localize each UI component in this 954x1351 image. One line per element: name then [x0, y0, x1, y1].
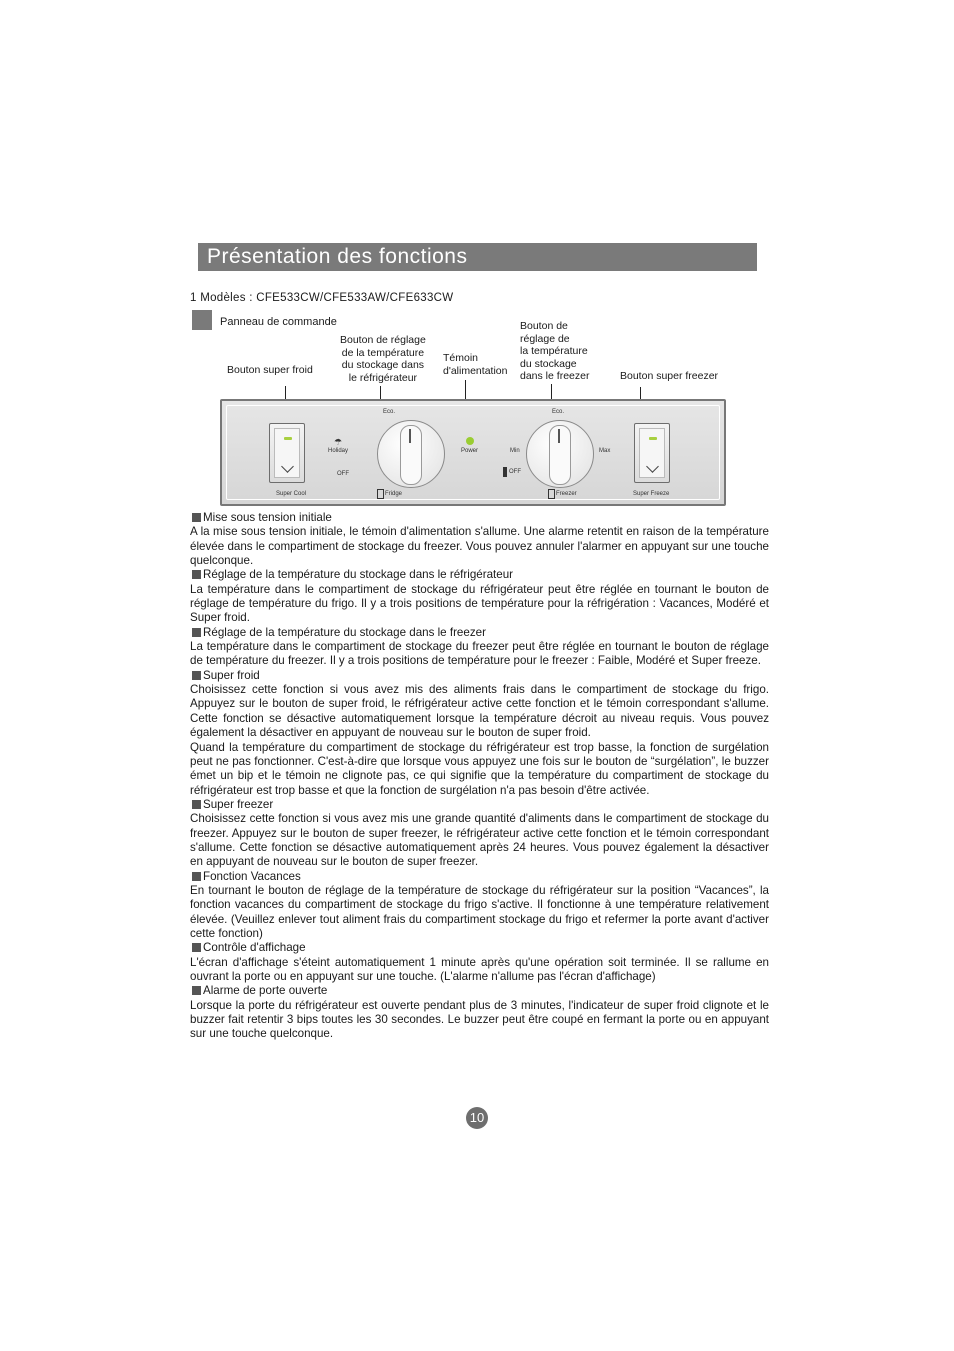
section-heading: Réglage de la température du stockage dans le réfrigérateur	[190, 568, 769, 582]
callout-line: Bouton de réglage	[340, 334, 426, 346]
section-marker	[192, 310, 212, 330]
section-heading: Fonction Vacances	[190, 870, 769, 884]
knob-pointer	[409, 429, 411, 443]
knob-pointer	[558, 429, 560, 443]
callout-line: Témoin	[443, 352, 479, 364]
callout-fridge-knob	[340, 334, 426, 384]
section-heading: Mise sous tension initiale	[190, 511, 769, 525]
section-heading: Super freezer	[190, 798, 769, 812]
chevron-down-icon	[281, 460, 294, 473]
section-paragraph: La température dans le compartiment de stockage du réfrigérateur peut être réglée en tournant le bouton de réglage de température du frigo. Il y a trois positions de température pour la réfrigération : Vacances, Modéré et Super froid.	[190, 582, 769, 625]
callout-line: Bouton de	[520, 320, 568, 332]
section-paragraph: Lorsque la porte du réfrigérateur est ouverte pendant plus de 3 minutes, l'indicateur de super froid clignote et le buzzer fait retentir 3 bips toutes les 30 secondes. Le buzzer peut être coupé en fermant la porte ou en appuyant sur une touche quelconque.	[190, 998, 769, 1041]
section-paragraph: A la mise sous tension initiale, le témoin d'alimentation s'allume. Une alarme retentit en raison de la température élevée dans le compartiment de stockage du freezer. Vous pouvez annuler l'alarmer en appuyant sur une touche quelconque.	[190, 525, 769, 568]
freezer-icon	[548, 489, 555, 499]
callout-super-freezer: Bouton super freezer	[620, 370, 719, 382]
chevron-down-icon	[646, 460, 659, 473]
callout-line: réglage de	[520, 332, 570, 345]
section-paragraph: L'écran d'affichage s'éteint automatiquement 1 minute après qu'une opération soit terminée. Il se rallume en ouvrant la porte ou en appuyant sur une touche. (L'alarme n'allume pas l'écran d'affichage)	[190, 955, 769, 983]
section-heading: Super froid	[190, 669, 769, 683]
fridge-temperature-knob	[377, 420, 445, 488]
super-cool-label: Super Cool	[276, 491, 307, 497]
off-marker-icon	[503, 467, 507, 477]
section-heading: Alarme de porte ouverte	[190, 984, 769, 998]
section-paragraph: Choisissez cette fonction si vous avez mis des aliments frais dans le compartiment de stockage du frigo. Appuyez sur le bouton de super froid, le réfrigérateur active cette fonction et le témoin correspondant s'allume. Cette fonction se désactive automatiquement lorsque la température décroit au niveau requis. Vous pouvez également la désactiver en appuyant de nouveau sur le bouton de super froid.	[190, 683, 769, 740]
callout-line: le réfrigérateur	[348, 371, 418, 384]
max-label: Max	[599, 448, 611, 454]
page-number: 10	[466, 1107, 488, 1129]
freezer-label: Freezer	[556, 491, 577, 497]
section-paragraph: La température dans le compartiment de stockage du freezer peut être réglée en tournant le bouton de réglage de température du freezer. Il y a trois positions de température pour le freezer : Faible, Modéré et Super freeze.	[190, 640, 769, 668]
section-heading: Réglage de la température du stockage dans le freezer	[190, 626, 769, 640]
indicator-led	[284, 437, 292, 440]
section-paragraph: Choisissez cette fonction si vous avez mis une grande quantité d'aliments dans le compartiment de stockage du freezer. Appuyez sur le bouton de super freezer, le réfrigérateur active cette fonction et le témoin correspondant s'allume. Cette fonction se désactive automatiquement après 24 heures. Vous pouvez également la désactiver en appuyant de nouveau sur le bouton de super freezer.	[190, 812, 769, 869]
super-cool-button	[269, 423, 305, 483]
models-line: 1 Modèles : CFE533CW/CFE533AW/CFE633CW	[190, 292, 454, 304]
knob-grip	[549, 425, 571, 485]
callout-line: dans le freezer	[520, 370, 590, 382]
callout-line: de la température	[341, 346, 425, 359]
section-paragraph: Quand la température du compartiment de stockage du réfrigérateur est trop basse, la fonction de surgélation peut ne pas fonctionner. C'est-à-dire que lorsque vous appuyez une fois sur le bouton de “surgélation”, le buzzer émet un bip et le témoin ne clignote pas, ce qui signifie que la température du compartiment de stockage du réfrigérateur est trop basse et que la fonction de surgélation n'a pas besoin d'être activée.	[190, 740, 769, 797]
callout-super-cool: Bouton super froid	[227, 364, 313, 376]
section-heading: Contrôle d'affichage	[190, 941, 769, 955]
min-label: Min	[510, 448, 520, 454]
panel-label: Panneau de commande	[220, 316, 337, 328]
power-indicator-led	[466, 437, 474, 445]
off-label: OFF	[509, 469, 521, 475]
indicator-led	[649, 437, 657, 440]
callout-line: du stockage dans	[341, 359, 425, 371]
button-face	[274, 428, 300, 478]
power-label: Power	[461, 448, 479, 454]
section-paragraph: En tournant le bouton de réglage de la température de stockage du réfrigérateur sur la position “Vacances”, la fonction vacances du compartiment de stockage du frigo s'active. Il fonctionne à une température relativement élevée. (Veuillez enlever tout aliment frais du compartiment stockage du frigo et refermer la porte avant d'activer cette fonction)	[190, 883, 769, 940]
holiday-umbrella-icon: ☂	[334, 437, 343, 447]
callout-line: d'alimentation	[443, 364, 508, 377]
off-label: OFF	[337, 471, 349, 477]
fridge-label: Fridge	[385, 491, 403, 497]
callout-line: du stockage	[520, 357, 577, 370]
callout-line: la température	[520, 345, 588, 357]
holiday-label: Holiday	[328, 448, 349, 454]
super-freeze-button	[634, 423, 670, 483]
instructions-body	[190, 511, 769, 1042]
super-freeze-label: Super Freeze	[633, 491, 670, 497]
callout-power-light	[443, 352, 507, 377]
knob-grip	[400, 425, 422, 485]
freezer-temperature-knob	[526, 420, 594, 488]
callout-freezer-knob	[520, 320, 589, 383]
eco-label: Eco.	[552, 409, 565, 415]
page-title: Présentation des fonctions	[198, 243, 757, 271]
eco-label: Eco.	[383, 409, 396, 415]
control-panel-illustration	[220, 399, 726, 506]
fridge-icon	[377, 489, 384, 499]
button-face	[639, 428, 665, 478]
